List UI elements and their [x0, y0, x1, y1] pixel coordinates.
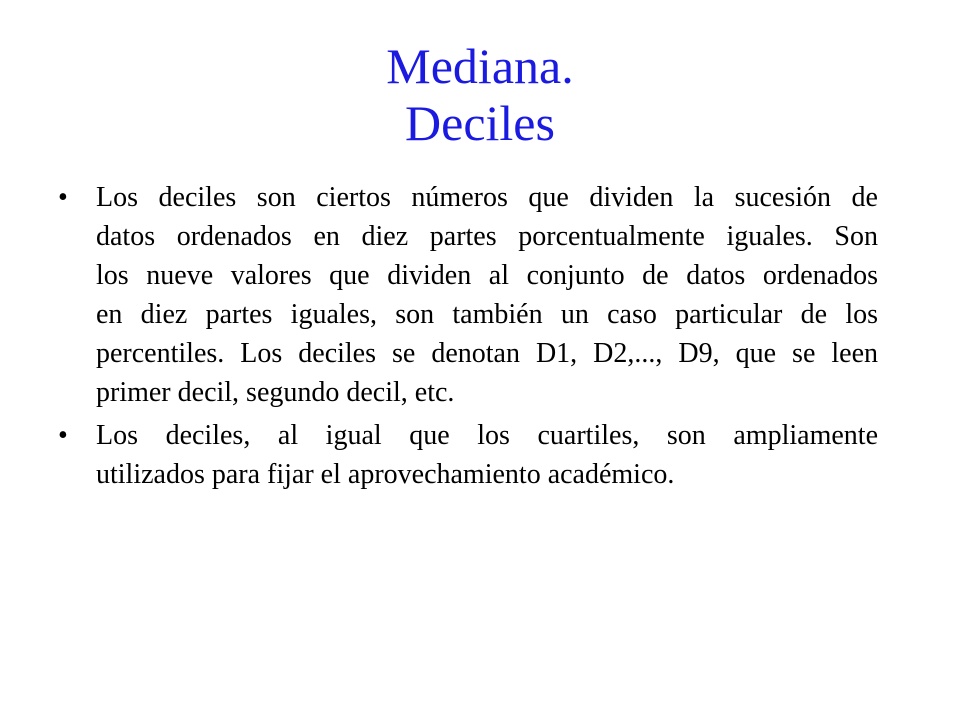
bullet-2-line-2: utilizados para fijar el aprovechamiento académico.	[96, 459, 675, 490]
bullet-1-line-3: los nueve valores que dividen al conjunto de datos ordenados	[96, 260, 878, 291]
bullet-2-line-1: Los deciles, al igual que los cuartiles, son ampliamente	[96, 420, 878, 451]
bullet-marker: •	[58, 182, 68, 213]
bullet-1-line-4: en diez partes iguales, son también un caso particular de los	[96, 299, 878, 330]
bullet-1-line-2: datos ordenados en diez partes porcentualmente iguales. Son	[96, 221, 878, 252]
bullet-item-2	[58, 420, 878, 500]
bullet-item-1	[58, 182, 878, 412]
bullet-1-line-1: Los deciles son ciertos números que dividen la sucesión de	[96, 182, 878, 213]
bullet-marker: •	[58, 420, 68, 451]
title-line-1: Mediana.	[386, 38, 574, 94]
bullet-1-line-5: percentiles. Los deciles se denotan D1, D2,..., D9, que se leen	[96, 338, 878, 369]
bullet-1-line-6: primer decil, segundo decil, etc.	[96, 377, 455, 408]
slide-title	[0, 38, 960, 152]
title-line-2: Deciles	[405, 95, 555, 151]
